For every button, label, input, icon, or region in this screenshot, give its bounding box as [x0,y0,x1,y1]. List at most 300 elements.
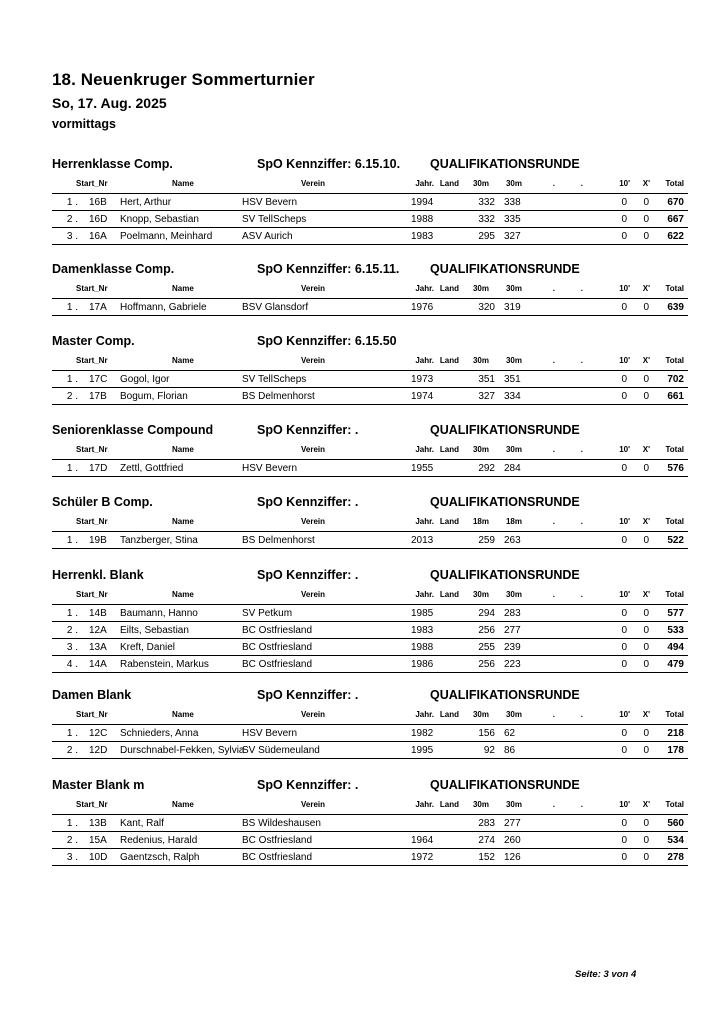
header-verein: Verein [301,800,326,809]
header-land: Land [439,179,459,188]
score-1-cell: 320 [478,302,495,313]
name-cell: Baumann, Hanno [120,608,198,619]
header-total: Total [665,710,684,719]
start-nr-cell: 16A [89,231,107,242]
score-2-cell: 284 [504,463,521,474]
score-2-cell: 263 [504,535,521,546]
header-distance-3: . [552,710,555,719]
x-cell: 0 [643,659,649,670]
jahr-cell: 1976 [411,302,434,313]
header-tens: 10' [619,445,630,454]
start-nr-cell: 12A [89,625,107,636]
section-header [52,262,688,280]
score-1-cell: 294 [478,608,495,619]
score-2-cell: 126 [504,852,521,863]
header-x: X' [642,179,650,188]
jahr-cell: 1972 [411,852,434,863]
header-start-nr: Start_Nr [76,800,108,809]
start-nr-cell: 17A [89,302,107,313]
tens-cell: 0 [621,642,627,653]
name-cell: Durschnabel-Fekken, Sylvia [120,745,245,756]
rank-cell: 4 . [66,659,78,670]
verein-cell: BC Ostfriesland [242,659,313,670]
tens-cell: 0 [621,608,627,619]
x-cell: 0 [643,214,649,225]
header-jahr: Jahr. [415,284,434,293]
name-cell: Redenius, Harald [120,835,198,846]
spo-code: SpO Kennziffer: 6.15.10. [257,157,401,171]
header-jahr: Jahr. [415,179,434,188]
table-row [52,371,688,388]
name-cell: Schnieders, Anna [120,728,199,739]
rank-cell: 3 . [66,852,78,863]
name-cell: Gogol, Igor [120,374,170,385]
header-distance-3: . [552,179,555,188]
rank-cell: 1 . [66,728,78,739]
class-section [52,778,688,866]
rank-cell: 3 . [66,642,78,653]
score-2-cell: 335 [504,214,521,225]
table-row [52,656,688,673]
header-verein: Verein [301,517,326,526]
header-distance-3: . [552,517,555,526]
header-jahr: Jahr. [415,590,434,599]
round-label: QUALIFIKATIONSRUNDE [430,778,580,792]
x-cell: 0 [643,625,649,636]
header-distance-2: 30m [505,710,522,719]
score-2-cell: 223 [504,659,521,670]
header-distance-1: 18m [472,517,489,526]
tournament-date: So, 17. Aug. 2025 [52,95,167,111]
tens-cell: 0 [621,852,627,863]
score-1-cell: 351 [478,374,495,385]
class-name: Master Comp. [52,334,135,348]
score-2-cell: 86 [504,745,516,756]
class-name: Schüler B Comp. [52,495,153,509]
start-nr-cell: 14A [89,659,107,670]
header-land: Land [439,284,459,293]
header-distance-4: . [580,284,583,293]
spo-code: SpO Kennziffer: 6.15.11. [257,262,400,276]
header-land: Land [439,445,459,454]
start-nr-cell: 17C [89,374,108,385]
tens-cell: 0 [621,197,627,208]
header-jahr: Jahr. [415,517,434,526]
tens-cell: 0 [621,745,627,756]
tens-cell: 0 [621,374,627,385]
table-row [52,605,688,622]
start-nr-cell: 13A [89,642,107,653]
class-name: Damenklasse Comp. [52,262,175,276]
table-row [52,742,688,759]
column-headers [52,282,688,298]
tens-cell: 0 [621,818,627,829]
score-2-cell: 239 [504,642,521,653]
header-name: Name [172,590,194,599]
class-name: Herrenklasse Comp. [52,157,173,171]
table-row [52,211,688,228]
name-cell: Rabenstein, Markus [120,659,209,670]
header-distance-3: . [552,356,555,365]
header-distance-1: 30m [472,179,489,188]
name-cell: Zettl, Gottfried [120,463,184,474]
score-1-cell: 256 [478,625,495,636]
header-name: Name [172,179,194,188]
start-nr-cell: 19B [89,535,107,546]
verein-cell: HSV Bevern [242,197,298,208]
rank-cell: 1 . [66,197,78,208]
x-cell: 0 [643,463,649,474]
rank-cell: 2 . [66,745,78,756]
table-row [52,639,688,656]
start-nr-cell: 10D [89,852,108,863]
header-name: Name [172,284,194,293]
table-row [52,622,688,639]
jahr-cell: 1988 [411,642,434,653]
header-start-nr: Start_Nr [76,179,108,188]
start-nr-cell: 16B [89,197,107,208]
x-cell: 0 [643,745,649,756]
table-row [52,832,688,849]
tens-cell: 0 [621,659,627,670]
round-label: QUALIFIKATIONSRUNDE [430,568,580,582]
spo-code: SpO Kennziffer: . [257,778,359,792]
header-start-nr: Start_Nr [76,356,108,365]
verein-cell: SV TellScheps [242,374,307,385]
header-x: X' [642,445,650,454]
name-cell: Kreft, Daniel [120,642,176,653]
section-header [52,157,688,175]
header-distance-4: . [580,179,583,188]
header-distance-3: . [552,284,555,293]
rank-cell: 1 . [66,374,78,385]
header-distance-3: . [552,800,555,809]
verein-cell: BS Wildeshausen [242,818,321,829]
jahr-cell: 1994 [411,197,434,208]
verein-cell: SV TellScheps [242,214,307,225]
table-row [52,228,688,245]
verein-cell: BC Ostfriesland [242,625,313,636]
verein-cell: SV Südemeuland [242,745,320,756]
start-nr-cell: 14B [89,608,107,619]
class-section [52,568,688,673]
tens-cell: 0 [621,302,627,313]
header-name: Name [172,800,194,809]
score-1-cell: 292 [478,463,495,474]
header-x: X' [642,800,650,809]
section-header [52,688,688,706]
header-tens: 10' [619,356,630,365]
header-name: Name [172,356,194,365]
score-1-cell: 295 [478,231,495,242]
header-name: Name [172,710,194,719]
header-distance-4: . [580,710,583,719]
start-nr-cell: 12C [89,728,108,739]
rank-cell: 3 . [66,231,78,242]
total-cell: 702 [667,374,684,385]
rank-cell: 1 . [66,535,78,546]
score-2-cell: 260 [504,835,521,846]
verein-cell: BC Ostfriesland [242,835,313,846]
start-nr-cell: 17B [89,391,107,402]
header-name: Name [172,445,194,454]
jahr-cell: 1988 [411,214,434,225]
score-2-cell: 283 [504,608,521,619]
verein-cell: HSV Bevern [242,728,298,739]
rank-cell: 1 . [66,302,78,313]
jahr-cell: 1982 [411,728,434,739]
tens-cell: 0 [621,391,627,402]
header-tens: 10' [619,517,630,526]
header-tens: 10' [619,179,630,188]
page-number: Seite: 3 von 4 [575,969,637,980]
header-verein: Verein [301,356,326,365]
score-2-cell: 319 [504,302,521,313]
spo-code: SpO Kennziffer: 6.15.50 [257,334,397,348]
header-x: X' [642,284,650,293]
total-cell: 533 [667,625,684,636]
rank-cell: 1 . [66,818,78,829]
header-land: Land [439,710,459,719]
round-label: QUALIFIKATIONSRUNDE [430,688,580,702]
round-label: QUALIFIKATIONSRUNDE [430,262,580,276]
table-row [52,460,688,477]
total-cell: 661 [667,391,684,402]
column-headers [52,798,688,814]
jahr-cell: 2013 [411,535,434,546]
total-cell: 178 [667,745,684,756]
x-cell: 0 [643,728,649,739]
start-nr-cell: 13B [89,818,107,829]
name-cell: Kant, Ralf [120,818,164,829]
rank-cell: 2 . [66,391,78,402]
header-x: X' [642,710,650,719]
header-total: Total [665,517,684,526]
header-distance-4: . [580,800,583,809]
header-jahr: Jahr. [415,356,434,365]
tens-cell: 0 [621,231,627,242]
header-name: Name [172,517,194,526]
score-1-cell: 255 [478,642,495,653]
table-row [52,532,688,549]
round-label: QUALIFIKATIONSRUNDE [430,423,580,437]
header-distance-1: 30m [472,356,489,365]
spo-code: SpO Kennziffer: . [257,688,359,702]
header-tens: 10' [619,710,630,719]
rank-cell: 2 . [66,214,78,225]
name-cell: Bogum, Florian [120,391,188,402]
jahr-cell: 1974 [411,391,434,402]
column-headers [52,588,688,604]
column-headers [52,708,688,724]
score-2-cell: 277 [504,625,521,636]
header-land: Land [439,517,459,526]
tens-cell: 0 [621,625,627,636]
header-total: Total [665,179,684,188]
score-2-cell: 62 [504,728,516,739]
x-cell: 0 [643,231,649,242]
verein-cell: BSV Glansdorf [242,302,309,313]
header-total: Total [665,590,684,599]
jahr-cell: 1983 [411,231,434,242]
round-label: QUALIFIKATIONSRUNDE [430,495,580,509]
name-cell: Hert, Arthur [120,197,172,208]
score-1-cell: 274 [478,835,495,846]
header-verein: Verein [301,284,326,293]
start-nr-cell: 17D [89,463,108,474]
score-2-cell: 334 [504,391,521,402]
score-1-cell: 92 [483,745,495,756]
header-distance-2: 18m [505,517,522,526]
table-row [52,299,688,316]
rank-cell: 2 . [66,625,78,636]
header-verein: Verein [301,445,326,454]
name-cell: Poelmann, Meinhard [120,231,213,242]
jahr-cell: 1955 [411,463,434,474]
total-cell: 560 [667,818,684,829]
spo-code: SpO Kennziffer: . [257,423,359,437]
class-name: Damen Blank [52,688,132,702]
spo-code: SpO Kennziffer: . [257,568,359,582]
tens-cell: 0 [621,835,627,846]
class-section [52,334,688,405]
header-distance-1: 30m [472,284,489,293]
header-distance-1: 30m [472,590,489,599]
header-tens: 10' [619,590,630,599]
name-cell: Hoffmann, Gabriele [120,302,207,313]
total-cell: 278 [667,852,684,863]
score-1-cell: 327 [478,391,495,402]
jahr-cell: 1986 [411,659,434,670]
table-row [52,849,688,866]
header-total: Total [665,356,684,365]
rank-cell: 1 . [66,463,78,474]
x-cell: 0 [643,835,649,846]
header-x: X' [642,517,650,526]
tens-cell: 0 [621,728,627,739]
x-cell: 0 [643,374,649,385]
header-land: Land [439,590,459,599]
score-1-cell: 332 [478,214,495,225]
session-label: vormittags [52,117,116,131]
header-verein: Verein [301,179,326,188]
total-cell: 522 [667,535,684,546]
class-name: Seniorenklasse Compound [52,423,214,437]
header-distance-1: 30m [472,710,489,719]
start-nr-cell: 16D [89,214,108,225]
header-start-nr: Start_Nr [76,517,108,526]
x-cell: 0 [643,197,649,208]
header-distance-2: 30m [505,590,522,599]
jahr-cell: 1973 [411,374,434,385]
header-total: Total [665,800,684,809]
verein-cell: ASV Aurich [242,231,293,242]
header-start-nr: Start_Nr [76,445,108,454]
header-distance-1: 30m [472,445,489,454]
header-total: Total [665,445,684,454]
x-cell: 0 [643,302,649,313]
column-headers [52,354,688,370]
total-cell: 576 [667,463,684,474]
table-row [52,194,688,211]
jahr-cell: 1995 [411,745,434,756]
round-label: QUALIFIKATIONSRUNDE [430,157,580,171]
header-jahr: Jahr. [415,800,434,809]
score-2-cell: 351 [504,374,521,385]
header-distance-4: . [580,517,583,526]
score-2-cell: 277 [504,818,521,829]
section-header [52,423,688,441]
class-section [52,157,688,245]
header-distance-3: . [552,590,555,599]
header-distance-1: 30m [472,800,489,809]
header-distance-4: . [580,590,583,599]
jahr-cell: 1983 [411,625,434,636]
name-cell: Eilts, Sebastian [120,625,189,636]
jahr-cell: 1964 [411,835,434,846]
x-cell: 0 [643,391,649,402]
header-x: X' [642,590,650,599]
total-cell: 494 [667,642,684,653]
table-row [52,388,688,405]
name-cell: Gaentzsch, Ralph [120,852,200,863]
section-header [52,495,688,513]
verein-cell: BS Delmenhorst [242,391,315,402]
header-tens: 10' [619,800,630,809]
header-distance-2: 30m [505,445,522,454]
header-start-nr: Start_Nr [76,710,108,719]
total-cell: 667 [667,214,684,225]
score-1-cell: 283 [478,818,495,829]
header-jahr: Jahr. [415,710,434,719]
name-cell: Tanzberger, Stina [120,535,198,546]
header-start-nr: Start_Nr [76,590,108,599]
x-cell: 0 [643,608,649,619]
score-1-cell: 332 [478,197,495,208]
section-header [52,778,688,796]
header-tens: 10' [619,284,630,293]
header-total: Total [665,284,684,293]
header-distance-2: 30m [505,356,522,365]
table-row [52,815,688,832]
class-section [52,423,688,477]
header-verein: Verein [301,710,326,719]
name-cell: Knopp, Sebastian [120,214,199,225]
x-cell: 0 [643,818,649,829]
score-2-cell: 338 [504,197,521,208]
score-1-cell: 156 [478,728,495,739]
total-cell: 534 [667,835,684,846]
score-1-cell: 256 [478,659,495,670]
total-cell: 639 [667,302,684,313]
header-verein: Verein [301,590,326,599]
verein-cell: SV Petkum [242,608,293,619]
class-name: Herrenkl. Blank [52,568,144,582]
header-land: Land [439,800,459,809]
rank-cell: 1 . [66,608,78,619]
x-cell: 0 [643,535,649,546]
jahr-cell: 1985 [411,608,434,619]
section-header [52,334,688,352]
total-cell: 479 [667,659,684,670]
total-cell: 218 [667,728,684,739]
section-header [52,568,688,586]
header-x: X' [642,356,650,365]
start-nr-cell: 12D [89,745,108,756]
header-distance-2: 30m [505,284,522,293]
column-headers [52,443,688,459]
total-cell: 622 [667,231,684,242]
